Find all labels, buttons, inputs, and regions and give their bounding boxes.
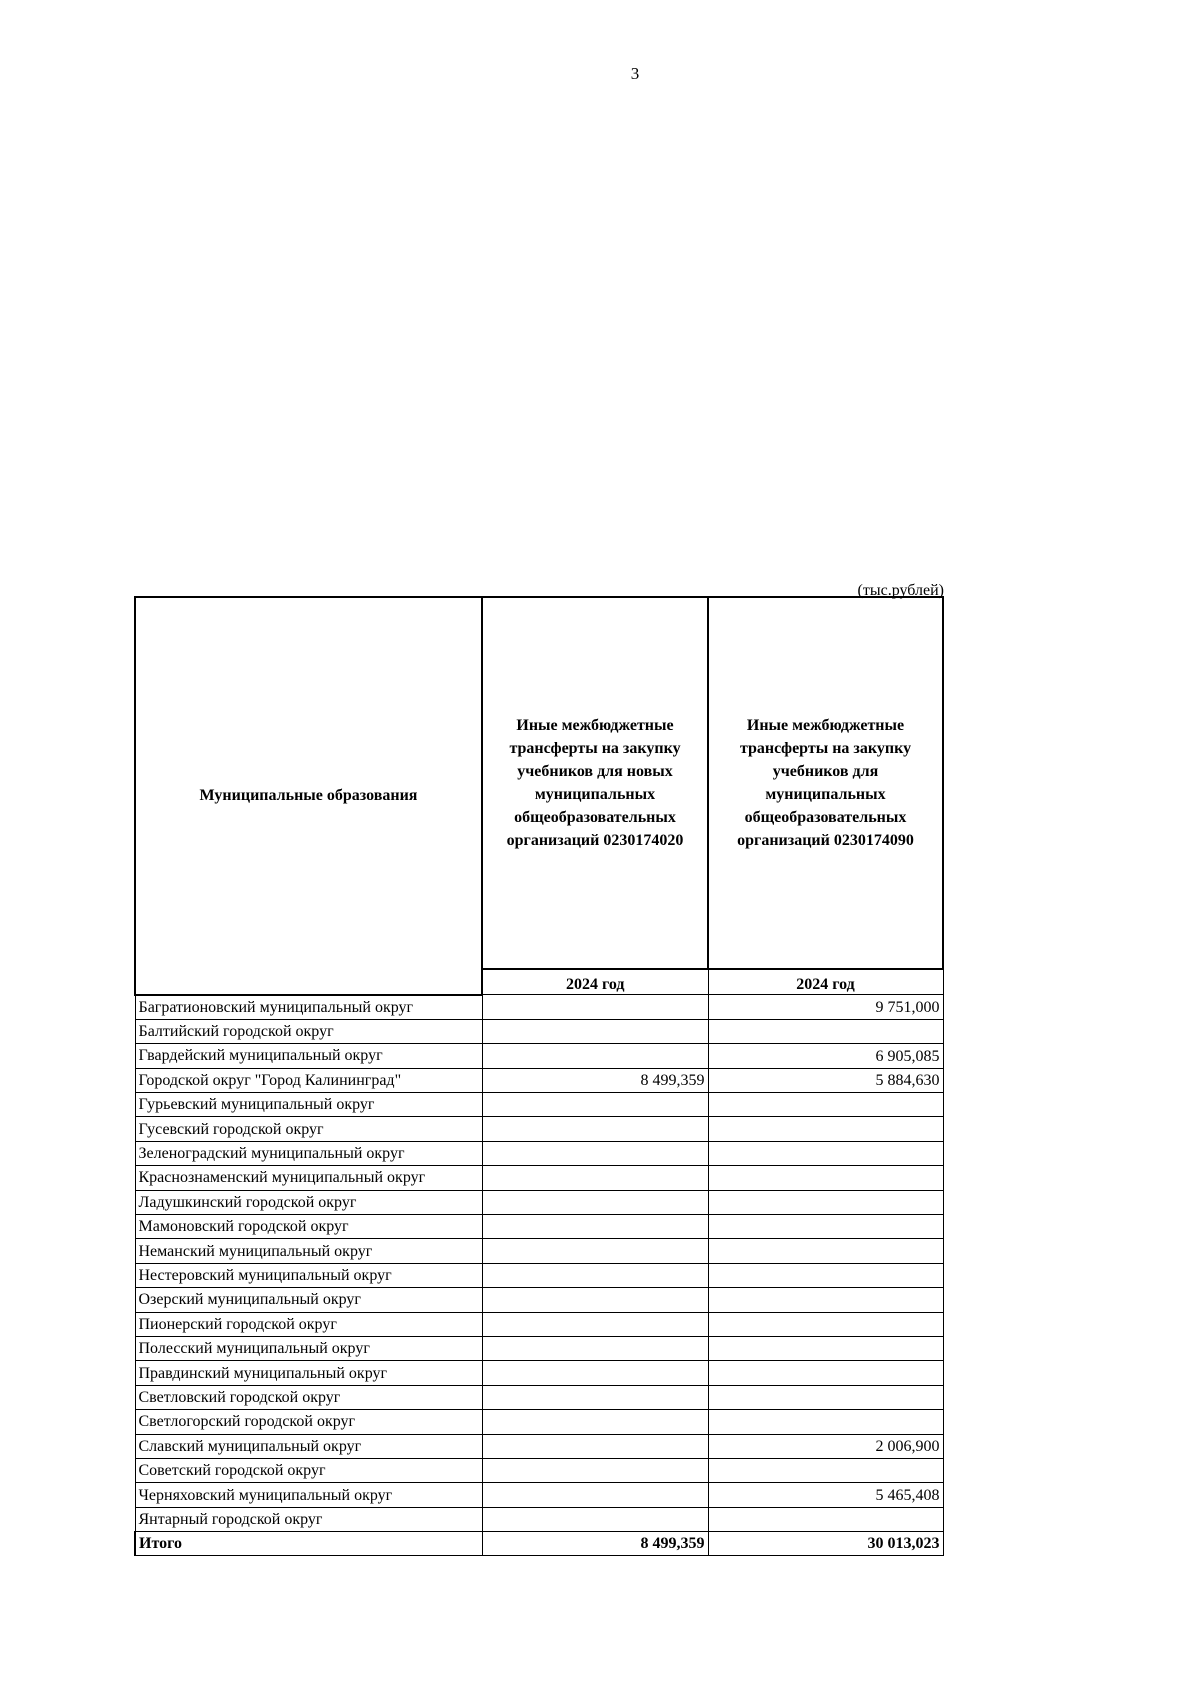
municipality-name: Гусевский городской округ <box>135 1117 482 1141</box>
municipality-name: Гвардейский муниципальный округ <box>135 1044 482 1068</box>
amount-orgs <box>708 1141 943 1165</box>
table-row <box>135 1093 943 1117</box>
amount-orgs <box>708 1410 943 1434</box>
amount-orgs: 5 884,630 <box>708 1068 943 1092</box>
table-row <box>135 1410 943 1434</box>
total-new-orgs: 8 499,359 <box>482 1532 708 1556</box>
amount-orgs <box>708 1336 943 1360</box>
table-row <box>135 1507 943 1531</box>
amount-orgs <box>708 1385 943 1409</box>
municipality-name: Балтийский городской округ <box>135 1019 482 1043</box>
table-row <box>135 1117 943 1141</box>
unit-note: (тыс.рублей) <box>857 582 944 599</box>
amount-new-orgs <box>482 1507 708 1531</box>
amount-new-orgs <box>482 1410 708 1434</box>
table-row <box>135 1483 943 1507</box>
table-row <box>135 1019 943 1043</box>
table-body <box>135 995 943 1556</box>
table-row <box>135 1458 943 1482</box>
table-row <box>135 1434 943 1458</box>
header-year-orgs: 2024 год <box>708 969 943 995</box>
table-row <box>135 995 943 1020</box>
amount-new-orgs <box>482 1239 708 1263</box>
table-row <box>135 1166 943 1190</box>
transfers-table <box>134 596 944 1556</box>
table-row <box>135 1215 943 1239</box>
municipality-name: Пионерский городской округ <box>135 1312 482 1336</box>
municipality-name: Краснознаменский муниципальный округ <box>135 1166 482 1190</box>
municipality-name: Багратионовский муниципальный округ <box>135 995 482 1020</box>
amount-new-orgs <box>482 1458 708 1482</box>
amount-new-orgs <box>482 1288 708 1312</box>
amount-orgs <box>708 1093 943 1117</box>
amount-new-orgs <box>482 1483 708 1507</box>
amount-new-orgs <box>482 1215 708 1239</box>
amount-new-orgs <box>482 1312 708 1336</box>
municipality-name: Городской округ "Город Калининград" <box>135 1068 482 1092</box>
municipality-name: Зеленоградский муниципальный округ <box>135 1141 482 1165</box>
total-label: Итого <box>135 1532 482 1556</box>
amount-orgs <box>708 1117 943 1141</box>
header-orgs: Иные межбюджетные трансферты на закупку учебников для муниципальных общеобразовательных организаций 0230174090 <box>708 597 943 969</box>
amount-orgs <box>708 1239 943 1263</box>
table-row <box>135 1385 943 1409</box>
table-row <box>135 1190 943 1214</box>
header-new-orgs: Иные межбюджетные трансферты на закупку учебников для новых муниципальных общеобразовательных организаций 0230174020 <box>482 597 708 969</box>
municipality-name: Нестеровский муниципальный округ <box>135 1263 482 1287</box>
amount-orgs <box>708 1019 943 1043</box>
table-row <box>135 1263 943 1287</box>
amount-orgs: 5 465,408 <box>708 1483 943 1507</box>
municipality-name: Неманский муниципальный округ <box>135 1239 482 1263</box>
amount-new-orgs <box>482 1361 708 1385</box>
municipality-name: Ладушкинский городской округ <box>135 1190 482 1214</box>
header-year-new-orgs: 2024 год <box>482 969 708 995</box>
total-row <box>135 1532 943 1556</box>
municipality-name: Янтарный городской округ <box>135 1507 482 1531</box>
municipality-name: Озерский муниципальный округ <box>135 1288 482 1312</box>
municipality-name: Черняховский муниципальный округ <box>135 1483 482 1507</box>
table-row <box>135 1361 943 1385</box>
amount-orgs <box>708 1288 943 1312</box>
amount-new-orgs <box>482 1166 708 1190</box>
table-row <box>135 1141 943 1165</box>
amount-orgs: 9 751,000 <box>708 995 943 1020</box>
table-row <box>135 1312 943 1336</box>
amount-new-orgs <box>482 1336 708 1360</box>
amount-orgs <box>708 1166 943 1190</box>
amount-new-orgs <box>482 1263 708 1287</box>
municipality-name: Полесский муниципальный округ <box>135 1336 482 1360</box>
amount-new-orgs <box>482 1190 708 1214</box>
table-row <box>135 1068 943 1092</box>
table-row <box>135 1239 943 1263</box>
header-municipality: Муниципальные образования <box>135 597 482 995</box>
amount-new-orgs <box>482 1093 708 1117</box>
total-orgs: 30 013,023 <box>708 1532 943 1556</box>
amount-orgs <box>708 1458 943 1482</box>
amount-new-orgs <box>482 1117 708 1141</box>
municipality-name: Славский муниципальный округ <box>135 1434 482 1458</box>
municipality-name: Правдинский муниципальный округ <box>135 1361 482 1385</box>
table-row <box>135 1044 943 1068</box>
amount-orgs <box>708 1263 943 1287</box>
amount-orgs <box>708 1190 943 1214</box>
amount-new-orgs <box>482 1385 708 1409</box>
amount-orgs <box>708 1312 943 1336</box>
amount-orgs <box>708 1215 943 1239</box>
municipality-name: Советский городской округ <box>135 1458 482 1482</box>
amount-new-orgs <box>482 1044 708 1068</box>
amount-new-orgs <box>482 1434 708 1458</box>
amount-orgs <box>708 1361 943 1385</box>
municipality-name: Светлогорский городской округ <box>135 1410 482 1434</box>
amount-orgs: 2 006,900 <box>708 1434 943 1458</box>
amount-new-orgs <box>482 1019 708 1043</box>
municipality-name: Светловский городской округ <box>135 1385 482 1409</box>
table-row <box>135 1288 943 1312</box>
municipality-name: Гурьевский муниципальный округ <box>135 1093 482 1117</box>
amount-new-orgs <box>482 1141 708 1165</box>
municipality-name: Мамоновский городской округ <box>135 1215 482 1239</box>
amount-orgs <box>708 1507 943 1531</box>
amount-orgs: 6 905,085 <box>708 1044 943 1068</box>
amount-new-orgs: 8 499,359 <box>482 1068 708 1092</box>
page-number: 3 <box>630 64 640 83</box>
amount-new-orgs <box>482 995 708 1020</box>
table-row <box>135 1336 943 1360</box>
